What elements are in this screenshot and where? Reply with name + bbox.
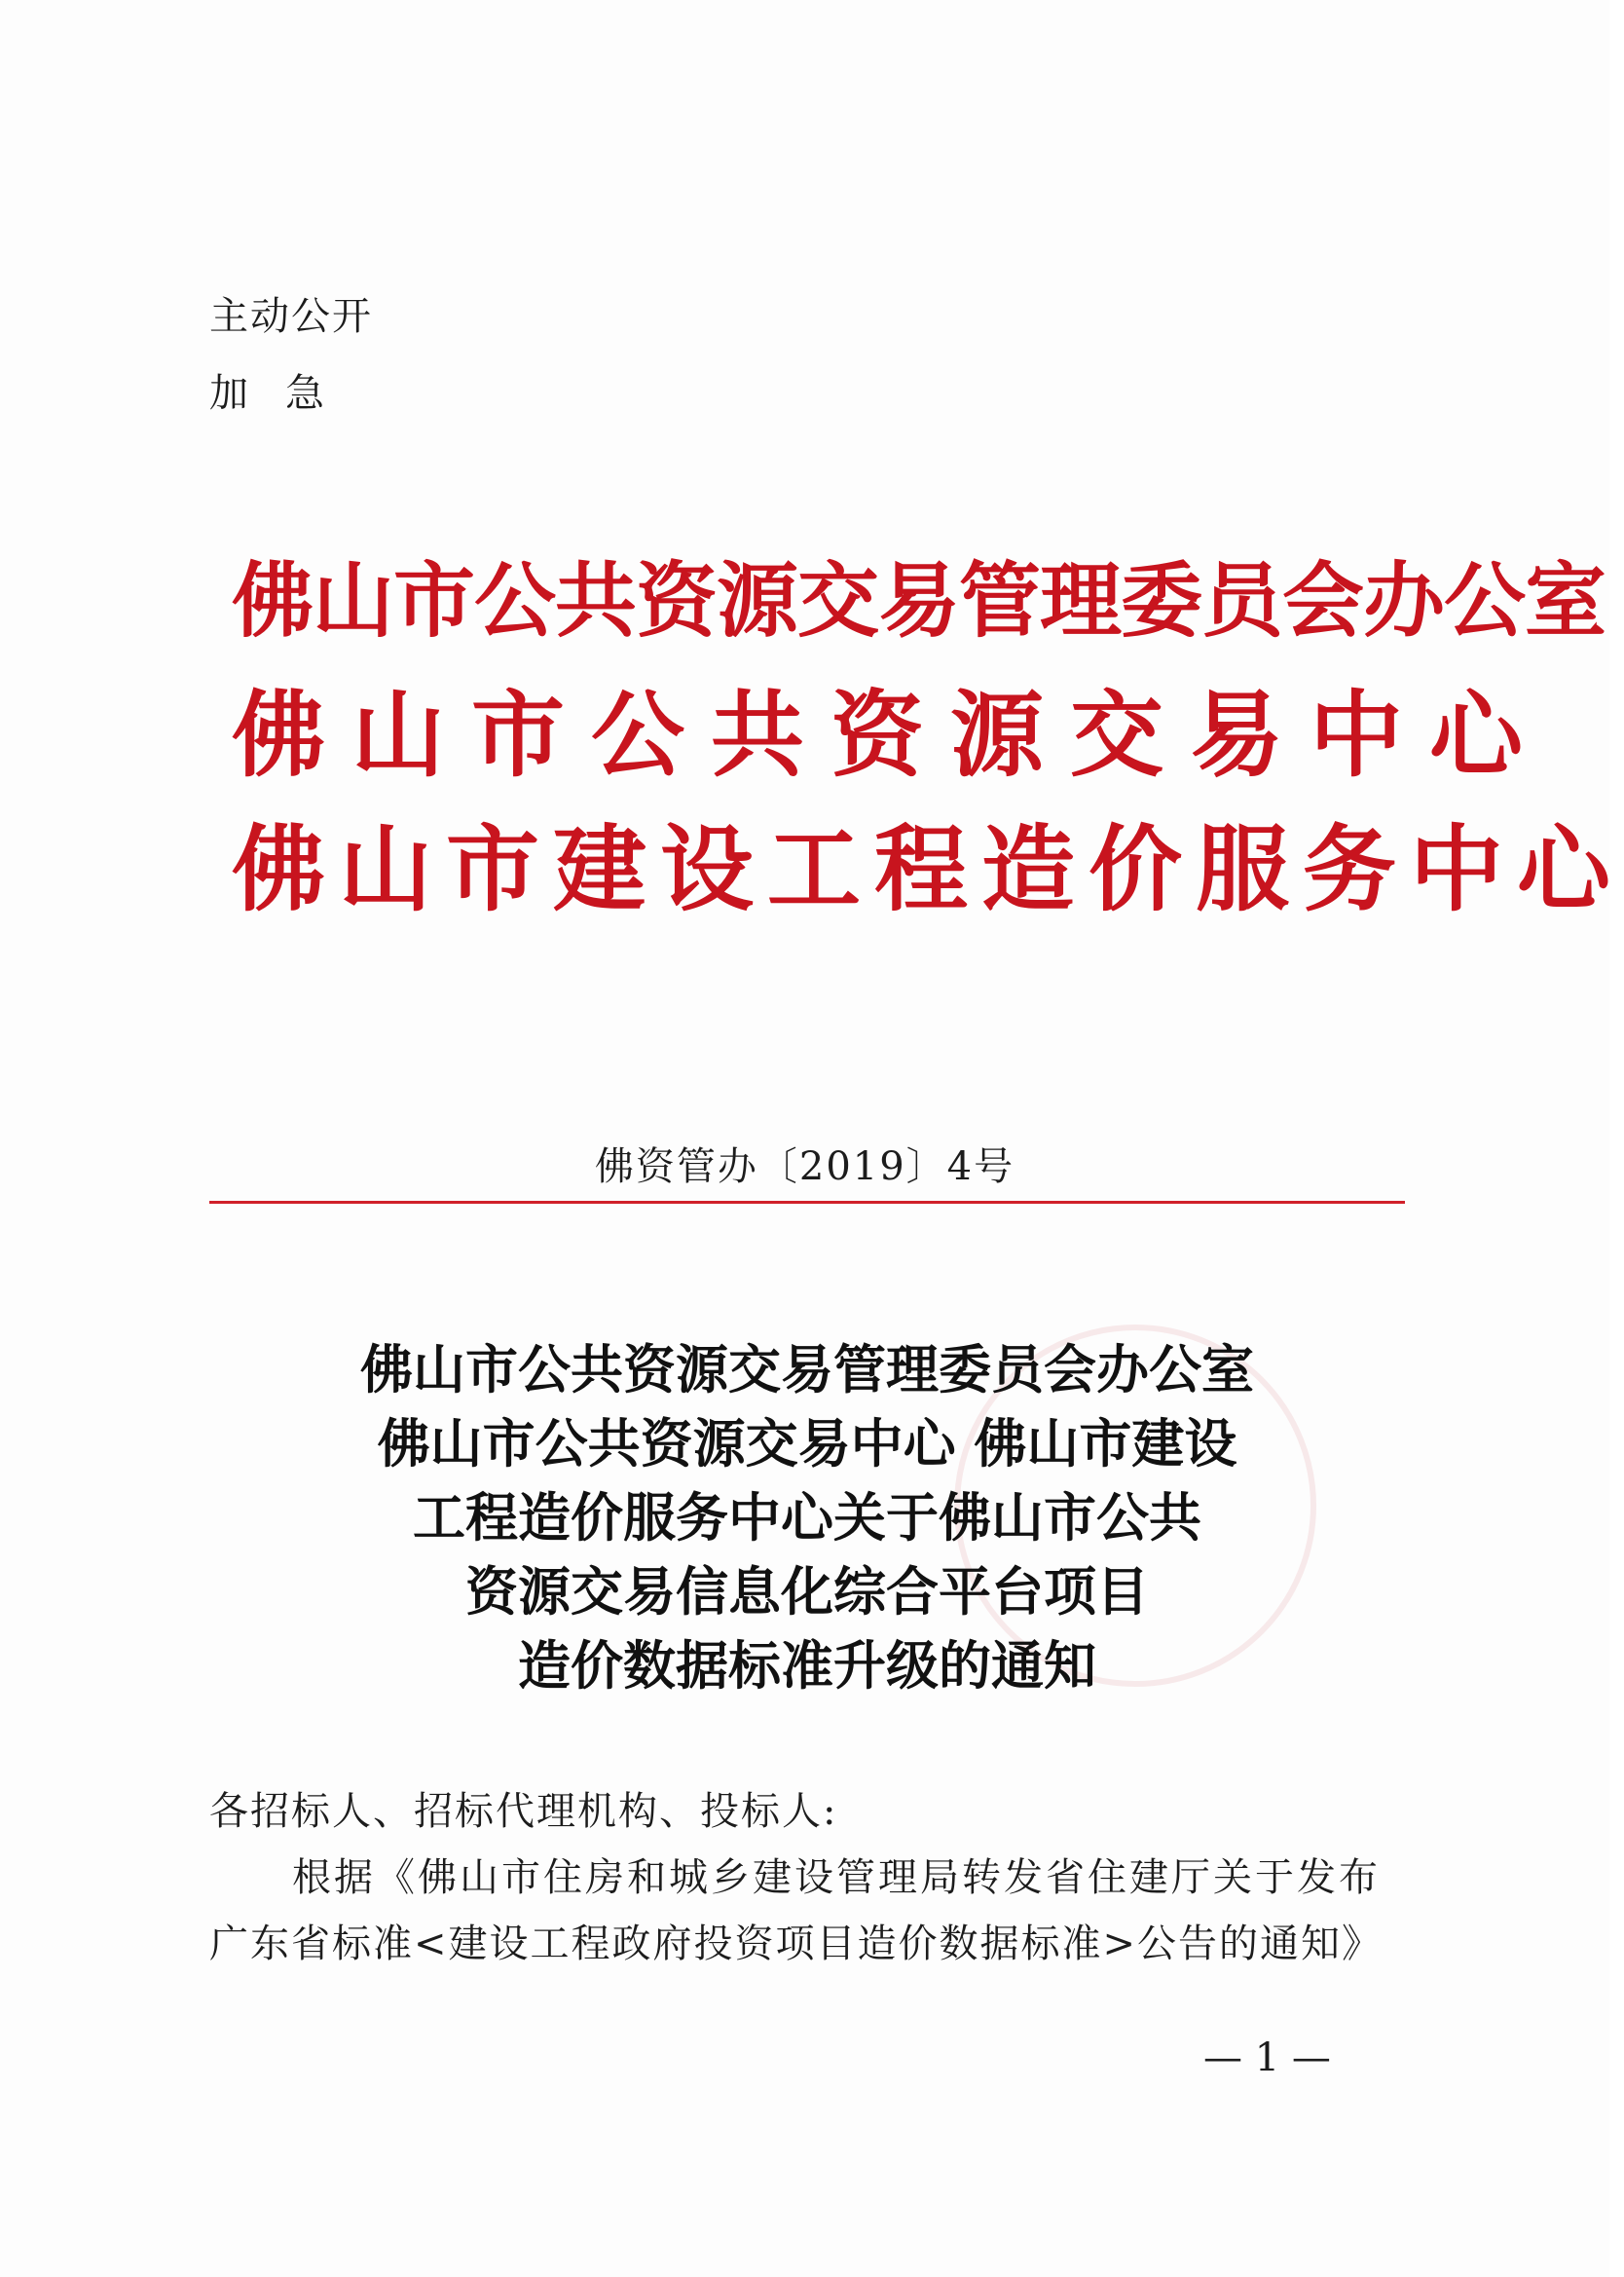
document-number: 佛资管办〔2019〕4号 [594, 1144, 1015, 1189]
issuer-letterhead [232, 534, 1624, 937]
page-number: — 1 — [1203, 2035, 1331, 2080]
issuer-name: 佛山市公共资源交易管理委员会办公室 [232, 552, 1606, 649]
title-line: 佛山市公共资源交易管理委员会办公室 [360, 1338, 1254, 1400]
body-paragraph-line: 根据《佛山市住房和城乡建设管理局转发省住建厅关于发布 [292, 1855, 1381, 1900]
salutation: 各招标人、招标代理机构、投标人: [209, 1789, 838, 1834]
body-paragraph-line: 广东省标准<建设工程政府投资项目造价数据标准>公告的通知》 [209, 1922, 1384, 1966]
title-line: 工程造价服务中心关于佛山市公共 [413, 1486, 1201, 1549]
issuer-name: 佛山市建设工程造价服务中心 [232, 814, 1624, 924]
title-line: 资源交易信息化综合平台项目 [465, 1560, 1149, 1623]
disclosure-label: 主动公开 [209, 294, 373, 339]
title-line: 造价数据标准升级的通知 [518, 1634, 1096, 1697]
notice-title [209, 1332, 1405, 1702]
red-divider [209, 1201, 1405, 1204]
urgency-label: 加急 [209, 371, 361, 416]
issuer-name: 佛山市公共资源交易中心 [232, 680, 1549, 790]
title-line: 佛山市公共资源交易中心 佛山市建设 [377, 1412, 1237, 1474]
